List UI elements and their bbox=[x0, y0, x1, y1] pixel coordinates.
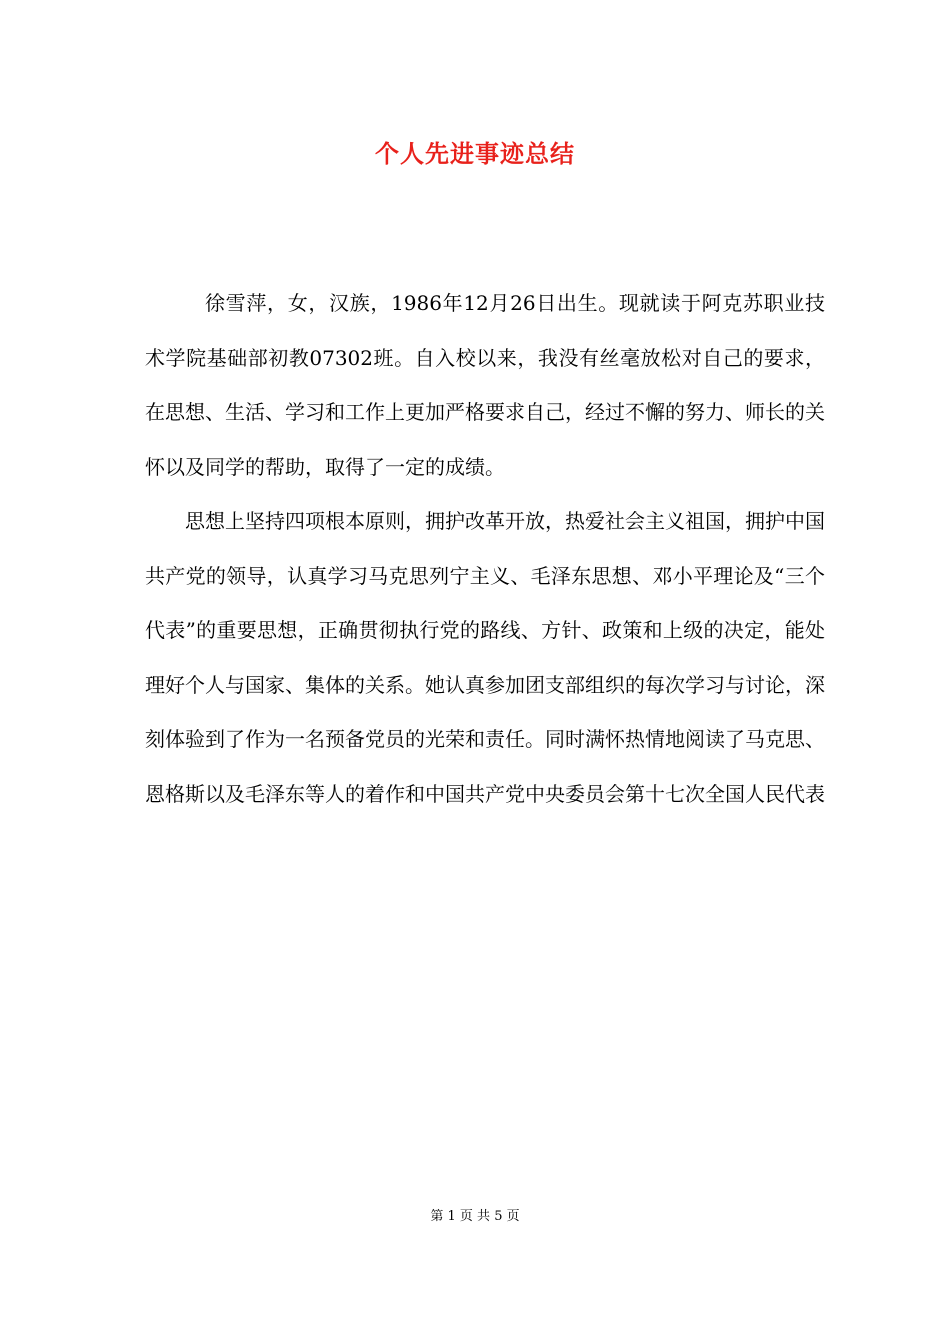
document-title: 个人先进事迹总结 bbox=[375, 139, 575, 168]
paragraph-intro: 徐雪萍，女，汉族，1986年12月26日出生。现就读于阿克苏职业技术学院基础部初教07302班。自入校以来，我没有丝毫放松对自己的要求，在思想、生活、学习和工作上更加严格要求自己，经过不懈的努力、师长的关怀以及同学的帮助，取得了一定的成绩。 bbox=[145, 291, 825, 479]
document-body bbox=[145, 276, 825, 821]
paragraph-ideology: 思想上坚持四项根本原则，拥护改革开放，热爱社会主义祖国，拥护中国共产党的领导，认真学习马克思列宁主义、毛泽东思想、邓小平理论及“三个代表”的重要思想，正确贯彻执行党的路线、方针、政策和上级的决定，能处理好个人与国家、集体的关系。她认真参加团支部组织的每次学习与讨论，深刻体验到了作为一名预备党员的光荣和责任。同时满怀热情地阅读了马克思、恩格斯以及毛泽东等人的着作和中国共产党中央委员会第十七次全国人民代表 bbox=[145, 509, 825, 806]
page-number-footer: 第 1 页 共 5 页 bbox=[430, 1209, 520, 1224]
